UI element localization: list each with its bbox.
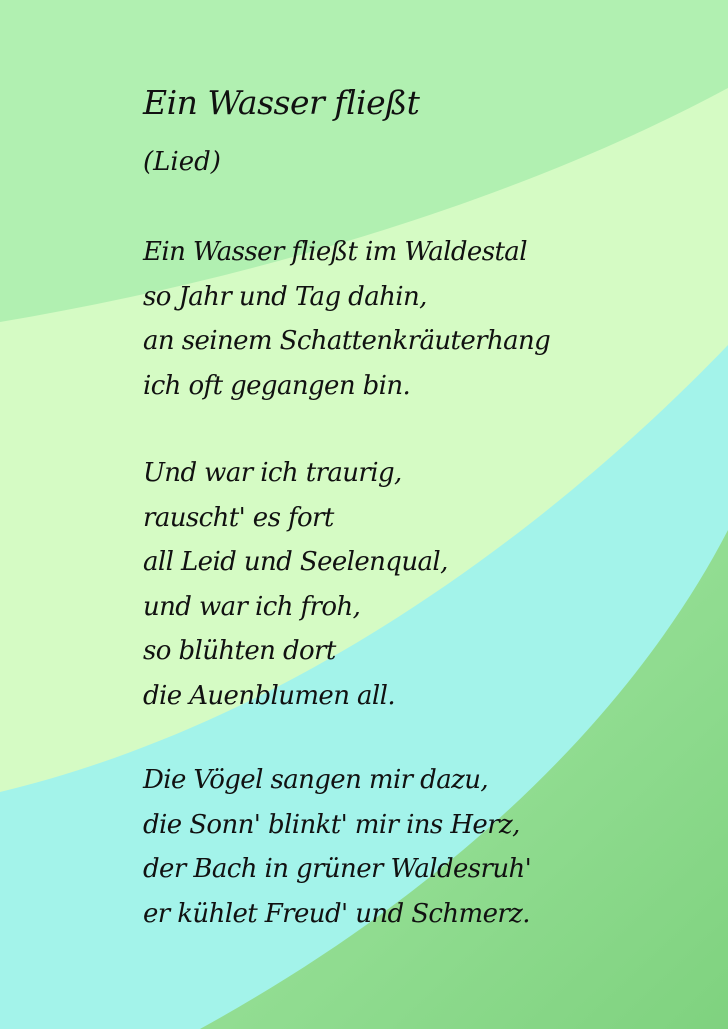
stanza-1: [143, 230, 550, 408]
verse-line: der Bach in grüner Waldesruh': [143, 854, 532, 884]
verse-line: so Jahr und Tag dahin,: [143, 281, 427, 312]
verse-line: Die Vögel sangen mir dazu,: [143, 765, 489, 795]
verse-line: ich oft gegangen bin.: [143, 370, 411, 401]
verse-line: so blühten dort: [143, 636, 336, 666]
poem-title: Ein Wasser fließt: [143, 83, 420, 122]
verse-line: Und war ich traurig,: [143, 458, 402, 488]
verse-line: und war ich froh,: [143, 591, 361, 622]
verse-line: rauscht' es fort: [143, 502, 334, 533]
verse-line: die Sonn' blinkt' mir ins Herz,: [143, 809, 520, 840]
verse-line: an seinem Schattenkräuterhang: [143, 326, 551, 356]
stanza-2: [143, 451, 448, 718]
stanza-3: [143, 758, 531, 936]
verse-line: er kühlet Freud' und Schmerz.: [143, 898, 530, 929]
verse-line: die Auenblumen all.: [143, 680, 396, 711]
verse-line: all Leid und Seelenqual,: [143, 547, 448, 577]
poem-subtitle: (Lied): [143, 147, 221, 177]
verse-line: Ein Wasser fließt im Waldestal: [143, 237, 527, 267]
